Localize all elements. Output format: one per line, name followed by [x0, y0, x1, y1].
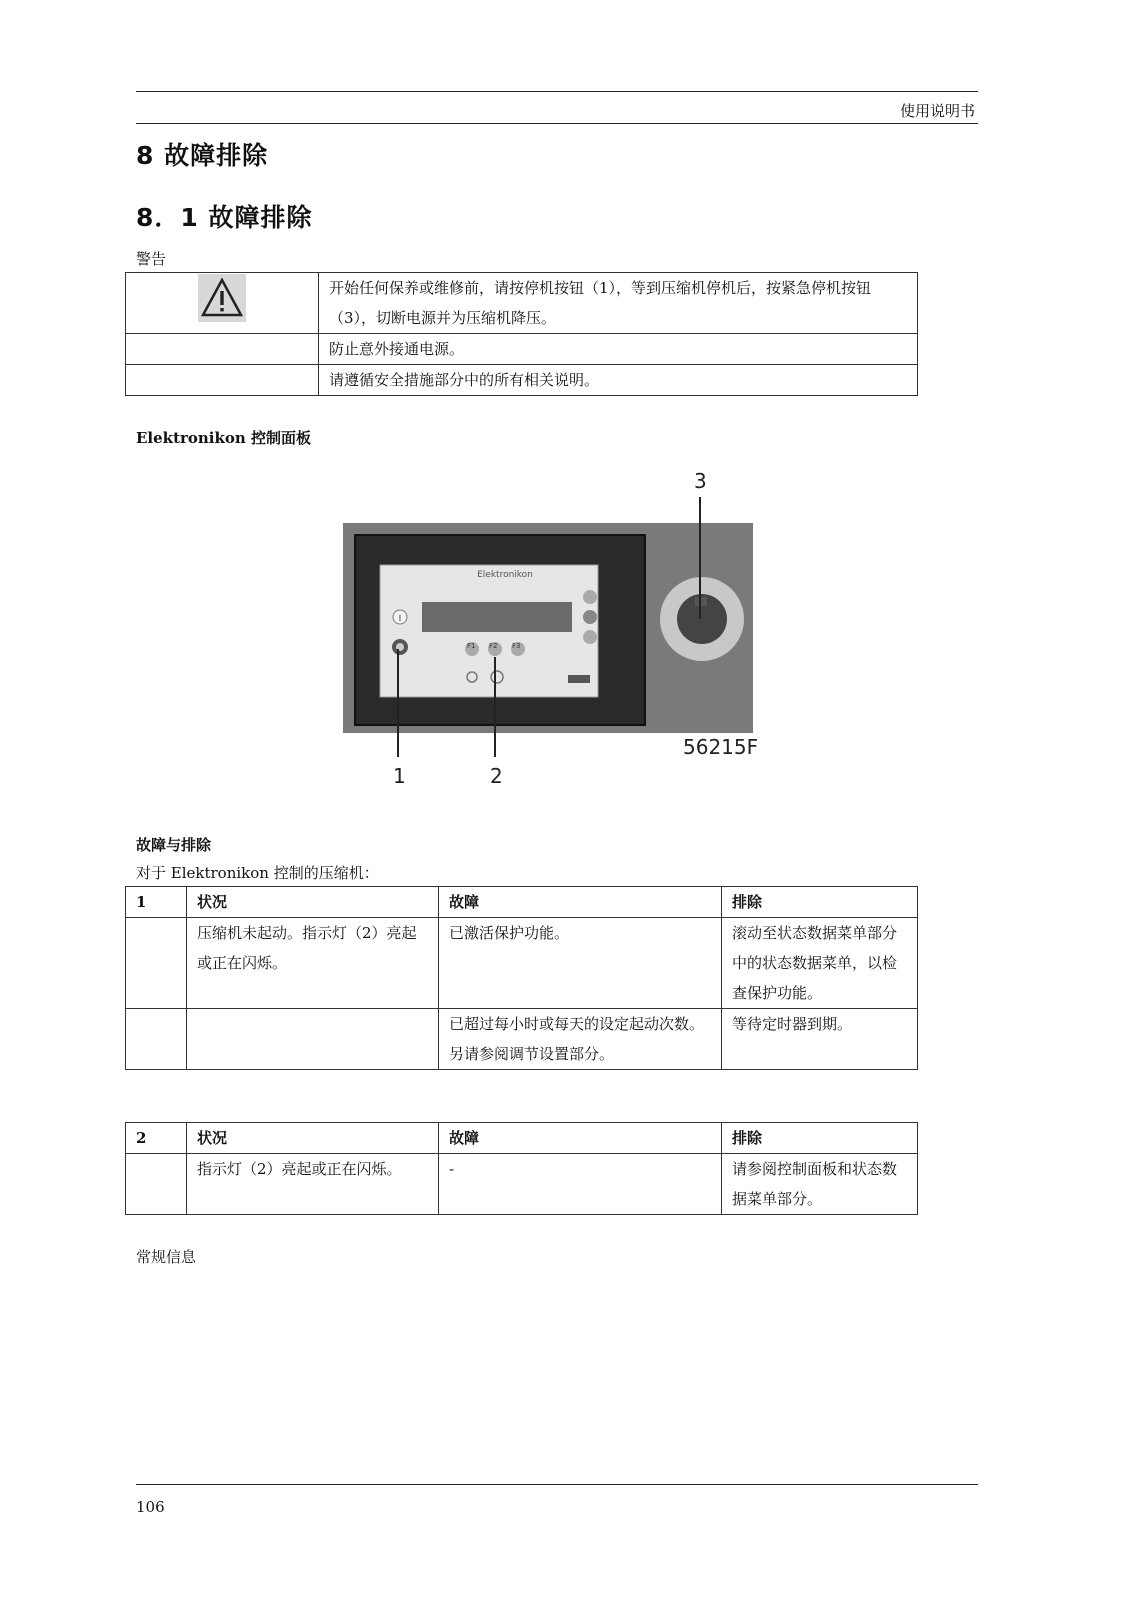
column-header-condition: 状况 — [187, 887, 439, 918]
table-row — [126, 1154, 918, 1215]
column-header-remedy: 排除 — [722, 887, 918, 918]
fault-extra-text: 另请参阅调节设置部分。 — [449, 1045, 615, 1063]
header-bottom-rule — [136, 123, 978, 124]
fault-cell — [439, 1009, 722, 1070]
svg-text:I: I — [398, 614, 402, 624]
condition-cell: 指示灯（2）亮起或正在闪烁。 — [187, 1154, 439, 1215]
warning-label: 警告 — [136, 250, 167, 268]
warning-row-1: 开始任何保养或维修前，请按停机按钮（1），等到压缩机停机后，按紧急停机按钮（3），切断电源并为压缩机降压。 — [319, 273, 918, 334]
fault-text: 已超过每小时或每天的设定起动次数。 — [449, 1015, 705, 1033]
table-row — [126, 1009, 918, 1070]
column-header-fault: 故障 — [439, 887, 722, 918]
table-row — [126, 918, 918, 1009]
table-number: 2 — [126, 1123, 187, 1154]
footer-rule — [136, 1484, 978, 1485]
page-number: 106 — [136, 1498, 165, 1516]
column-header-fault: 故障 — [439, 1123, 722, 1154]
remedy-cell: 等待定时器到期。 — [722, 1009, 918, 1070]
key-f3-label: F3 — [512, 642, 521, 650]
footer-note: 常规信息 — [136, 1248, 197, 1266]
table-number: 1 — [126, 887, 187, 918]
key-f2-label: F2 — [489, 642, 498, 650]
callout-2: 2 — [490, 764, 503, 788]
fault-cell: - — [439, 1154, 722, 1215]
table-cell — [126, 1009, 187, 1070]
warning-table — [125, 272, 918, 396]
callout-3: 3 — [694, 469, 707, 493]
doc-type-label: 使用说明书 — [899, 102, 975, 120]
warning-empty-cell — [126, 334, 319, 365]
figure-id: 56215F — [683, 735, 759, 759]
control-panel-figure — [340, 467, 780, 797]
warning-triangle-icon — [198, 274, 246, 322]
fault-cell: 已激活保护功能。 — [439, 918, 722, 1009]
section-title: 8．1 故障排除 — [136, 203, 313, 232]
remedy-cell: 滚动至状态数据菜单部分中的状态数据菜单，以检查保护功能。 — [722, 918, 918, 1009]
key-f1-label: F1 — [467, 642, 476, 650]
warning-row-2: 防止意外接通电源。 — [319, 334, 918, 365]
faults-intro: 对于 Elektronikon 控制的压缩机： — [136, 864, 379, 882]
panel-caption: Elektronikon 控制面板 — [136, 429, 312, 447]
panel-brand-label: Elektronikon — [477, 570, 533, 580]
remedy-cell: 请参阅控制面板和状态数据菜单部分。 — [722, 1154, 918, 1215]
condition-cell: 压缩机未起动。指示灯（2）亮起或正在闪烁。 — [187, 918, 439, 1009]
fault-table-2 — [125, 1122, 918, 1215]
fault-table-1 — [125, 886, 918, 1070]
header-top-rule — [136, 91, 978, 92]
chapter-title: 8 故障排除 — [136, 141, 269, 170]
condition-cell — [187, 1009, 439, 1070]
column-header-condition: 状况 — [187, 1123, 439, 1154]
faults-title: 故障与排除 — [136, 836, 212, 854]
warning-empty-cell — [126, 365, 319, 396]
warning-row-3: 请遵循安全措施部分中的所有相关说明。 — [319, 365, 918, 396]
table-cell — [126, 1154, 187, 1215]
callout-1: 1 — [393, 764, 406, 788]
table-cell — [126, 918, 187, 1009]
column-header-remedy: 排除 — [722, 1123, 918, 1154]
warning-icon-cell — [126, 273, 319, 334]
